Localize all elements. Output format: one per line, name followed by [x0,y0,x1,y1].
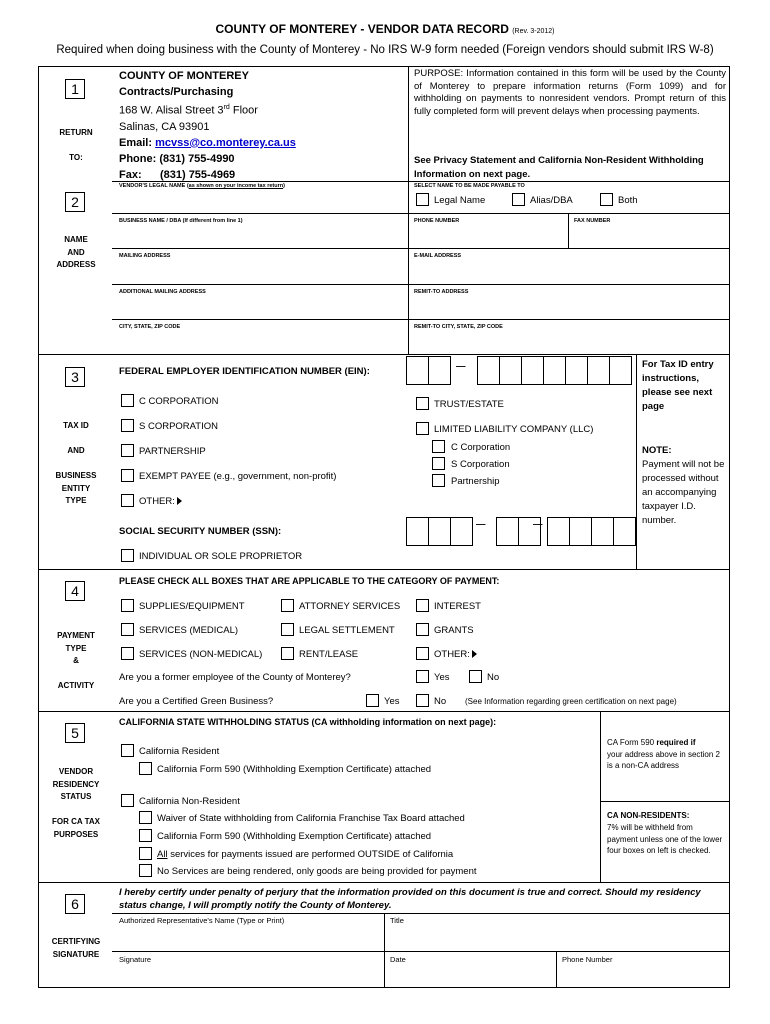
select-name-label: SELECT NAME TO BE MADE PAYABLE TO [414,183,525,189]
legal-settlement-checkbox[interactable] [281,623,294,636]
s-corporation-checkbox[interactable] [121,419,134,432]
ssn-digit[interactable] [406,517,429,546]
divider [556,951,557,988]
side-label: PAYMENT TYPE & ACTIVITY [57,631,95,690]
nonresident-note-body: 7% will be withheld from payment unless one of the lower four boxes on left is checked. [607,823,723,855]
waiver-checkbox[interactable] [139,811,152,824]
goods-only-checkbox[interactable] [139,864,152,877]
side-label: CERTIFYING SIGNATURE [51,937,101,959]
grants-checkbox[interactable] [416,623,429,636]
ein-digit[interactable] [609,356,632,385]
form590-resident-option: California Form 590 (Withholding Exemption Certificate) attached [157,764,432,775]
non-medical-checkbox[interactable] [121,647,134,660]
rent-lease-option: RENT/LEASE [299,649,359,660]
green-note: (See Information regarding green certification on next page) [465,697,677,706]
both-checkbox[interactable] [600,193,613,206]
former-yes-option: Yes [434,672,450,683]
green-business-question: Are you a Certified Green Business? [119,696,274,707]
divider [112,319,730,320]
phone-label: PHONE NUMBER [414,218,460,224]
other-payment-checkbox[interactable] [416,647,429,660]
section-number: 3 [65,367,85,387]
supplies-option: SUPPLIES/EQUIPMENT [139,601,245,612]
rep-name-label: Authorized Representative's Name (Type or Print) [119,916,285,925]
llc-option: LIMITED LIABILITY COMPANY (LLC) [434,424,594,435]
attorney-checkbox[interactable] [281,599,294,612]
side-label: NAME AND ADDRESS [56,235,96,269]
other-payment-option: OTHER: [434,649,477,660]
ssn-dash: — [533,519,543,530]
ein-digit[interactable] [587,356,610,385]
email-label: E-MAIL ADDRESS [414,253,462,259]
legal-name-option: Legal Name [434,195,486,206]
divider [112,213,730,214]
llc-c-corp-checkbox[interactable] [432,440,445,453]
grants-option: GRANTS [434,625,474,636]
rent-lease-checkbox[interactable] [281,647,294,660]
form590-note: CA Form 590 required if your address above in section 2 is a non-CA address [607,738,720,770]
city-line: Salinas, CA 93901 [119,120,210,133]
privacy-note: See Privacy Statement and California Non-Resident Withholding Information on next page. [414,155,704,180]
payment-heading: PLEASE CHECK ALL BOXES THAT ARE APPLICABLE TO THE CATEGORY OF PAYMENT: [119,576,500,586]
section-number: 6 [65,894,85,914]
nonresident-note-heading: CA NON-RESIDENTS: [607,811,690,820]
trust-estate-checkbox[interactable] [416,397,429,410]
trust-estate-option: TRUST/ESTATE [434,399,504,410]
fax-label: FAX NUMBER [574,218,611,224]
dept-name: Contracts/Purchasing [119,86,234,98]
individual-checkbox[interactable] [121,549,134,562]
side-label: TAX ID AND BUSINESS ENTITY TYPE [55,421,97,505]
exempt-payee-option: EXEMPT PAYEE (e.g., government, non-profit) [139,471,337,482]
alias-dba-checkbox[interactable] [512,193,525,206]
green-no-option: No [434,696,447,707]
llc-c-corp-option: C Corporation [451,442,511,453]
section-number: 4 [65,581,85,601]
non-medical-option: SERVICES (NON-MEDICAL) [139,649,263,660]
partnership-option: PARTNERSHIP [139,446,206,457]
divider [112,913,730,914]
legal-name-checkbox[interactable] [416,193,429,206]
attorney-option: ATTORNEY SERVICES [299,601,401,612]
llc-checkbox[interactable] [416,422,429,435]
note-heading: NOTE: [642,445,672,456]
other-entity-option: OTHER: [139,496,182,507]
individual-option: INDIVIDUAL OR SOLE PROPRIETOR [139,551,303,562]
other-entity-checkbox[interactable] [121,494,134,507]
divider [112,951,730,952]
partnership-checkbox[interactable] [121,444,134,457]
alias-dba-option: Alias/DBA [530,195,573,206]
form590-nonresident-option: California Form 590 (Withholding Exemption Certificate) attached [157,831,432,842]
divider [600,801,730,802]
llc-partnership-checkbox[interactable] [432,474,445,487]
divider [568,213,569,248]
ssn-label: SOCIAL SECURITY NUMBER (SSN): [119,526,282,537]
ein-digit[interactable] [406,356,429,385]
exempt-payee-checkbox[interactable] [121,469,134,482]
medical-checkbox[interactable] [121,623,134,636]
former-yes-checkbox[interactable] [416,670,429,683]
arrow-right-icon [177,497,182,505]
former-no-option: No [487,672,500,683]
section-number: 5 [65,723,85,743]
medical-option: SERVICES (MEDICAL) [139,625,239,636]
ein-dash: — [456,361,466,372]
ein-digit[interactable] [543,356,566,385]
street-address: 168 W. Alisal Street 3rd Floor [119,104,258,117]
former-employee-question: Are you a former employee of the County of Monterey? [119,672,351,683]
purpose-text: PURPOSE: Information contained in this form will be used by the County of Monterey to prepare information returns (Form 1099) and for withholding on payments to nonresident vendors. Prompt return of this fully completed form will prevent delays when processing payments. [414,68,726,117]
mailing-address-label: MAILING ADDRESS [119,253,171,259]
remit-city-label: REMIT-TO CITY, STATE, ZIP CODE [414,324,503,330]
note-body: Payment will not be processed without an accompanying taxpayer I.D. number. [642,459,725,526]
title-label: Title [390,916,404,925]
ein-digit[interactable] [428,356,451,385]
ssn-digit[interactable] [569,517,592,546]
c-corporation-option: C CORPORATION [139,396,219,407]
section-number: 1 [65,79,85,99]
supplies-checkbox[interactable] [121,599,134,612]
llc-partnership-option: Partnership [451,476,500,487]
ein-digit[interactable] [477,356,500,385]
ein-digit[interactable] [521,356,544,385]
org-name: COUNTY OF MONTEREY [119,70,249,82]
section-number: 2 [65,192,85,212]
remit-address-label: REMIT-TO ADDRESS [414,289,469,295]
c-corporation-checkbox[interactable] [121,394,134,407]
divider [600,711,601,882]
ssn-digit[interactable] [496,517,519,546]
form-subtitle: Required when doing business with the County of Monterey - No IRS W-9 form needed (Foreign vendors should submit IRS W-8) [56,44,714,56]
form-title: COUNTY OF MONTEREY - VENDOR DATA RECORD (Rev. 3-2012) [215,22,555,36]
llc-s-corp-option: S Corporation [451,459,510,470]
both-option: Both [618,195,638,206]
ssn-digit[interactable] [613,517,636,546]
revision-label: (Rev. 3-2012) [512,28,555,35]
ssn-digit[interactable] [547,517,570,546]
ein-label: FEDERAL EMPLOYER IDENTIFICATION NUMBER (EIN): [119,366,370,377]
form590-resident-checkbox[interactable] [139,762,152,775]
green-yes-option: Yes [384,696,400,707]
divider [112,248,730,249]
s-corporation-option: S CORPORATION [139,421,218,432]
interest-option: INTEREST [434,601,481,612]
taxid-instructions: For Tax ID entry instructions, please see next page [642,359,714,412]
legal-settlement-option: LEGAL SETTLEMENT [299,625,395,636]
email-line: Email: mcvss@co.monterey.ca.us [119,136,296,149]
ssn-digit[interactable] [591,517,614,546]
ssn-digit[interactable] [428,517,451,546]
additional-address-label: ADDITIONAL MAILING ADDRESS [119,289,206,295]
legal-name-label: VENDOR'S LEGAL NAME (as shown on your income tax return) [119,183,285,189]
divider [38,882,730,883]
divider [38,711,730,712]
divider [38,354,730,355]
ca-nonresident-option: California Non-Resident [139,796,240,807]
goods-only-option: No Services are being rendered, only goods are being provided for payment [157,866,477,877]
divider [112,284,730,285]
ca-resident-checkbox[interactable] [121,744,134,757]
green-no-checkbox[interactable] [416,694,429,707]
divider [408,66,409,354]
ca-resident-option: California Resident [139,746,220,757]
ein-digit[interactable] [565,356,588,385]
arrow-right-icon [472,650,477,658]
divider [636,354,637,569]
ssn-dash: — [476,519,486,530]
signature-label: Signature [119,955,152,964]
withholding-heading: CALIFORNIA STATE WITHHOLDING STATUS (CA withholding information on next page): [119,717,497,727]
date-label: Date [390,955,406,964]
email-link[interactable]: mcvss@co.monterey.ca.us [155,136,296,149]
divider [38,569,730,570]
certification-statement: I hereby certify under penalty of perjury that the information provided on this document is true and correct. Should my residency status change, I will promptly notify the County of Monterey. [119,887,701,911]
side-label: VENDOR RESIDENCY STATUS FOR CA TAX PURPOSES [52,767,100,839]
phone-line: Phone: (831) 755-4990 [119,152,235,165]
divider [384,913,385,988]
services-outside-option: All services for payments issued are performed OUTSIDE of California [157,849,454,860]
former-no-checkbox[interactable] [469,670,482,683]
llc-s-corp-checkbox[interactable] [432,457,445,470]
return-address [119,68,296,183]
interest-checkbox[interactable] [416,599,429,612]
ca-nonresident-checkbox[interactable] [121,794,134,807]
ein-digit[interactable] [499,356,522,385]
city-state-zip-label: CITY, STATE, ZIP CODE [119,324,181,330]
services-outside-checkbox[interactable] [139,847,152,860]
form590-nonresident-checkbox[interactable] [139,829,152,842]
side-label: RETURN TO: [59,128,93,162]
waiver-option: Waiver of State withholding from California Franchise Tax Board attached [157,813,465,824]
business-name-label: BUSINESS NAME / DBA (If different from line 1) [119,218,243,224]
green-yes-checkbox[interactable] [366,694,379,707]
ssn-digit[interactable] [450,517,473,546]
fax-line: Fax: (831) 755-4969 [119,168,236,181]
phone-number-label: Phone Number [562,955,613,964]
